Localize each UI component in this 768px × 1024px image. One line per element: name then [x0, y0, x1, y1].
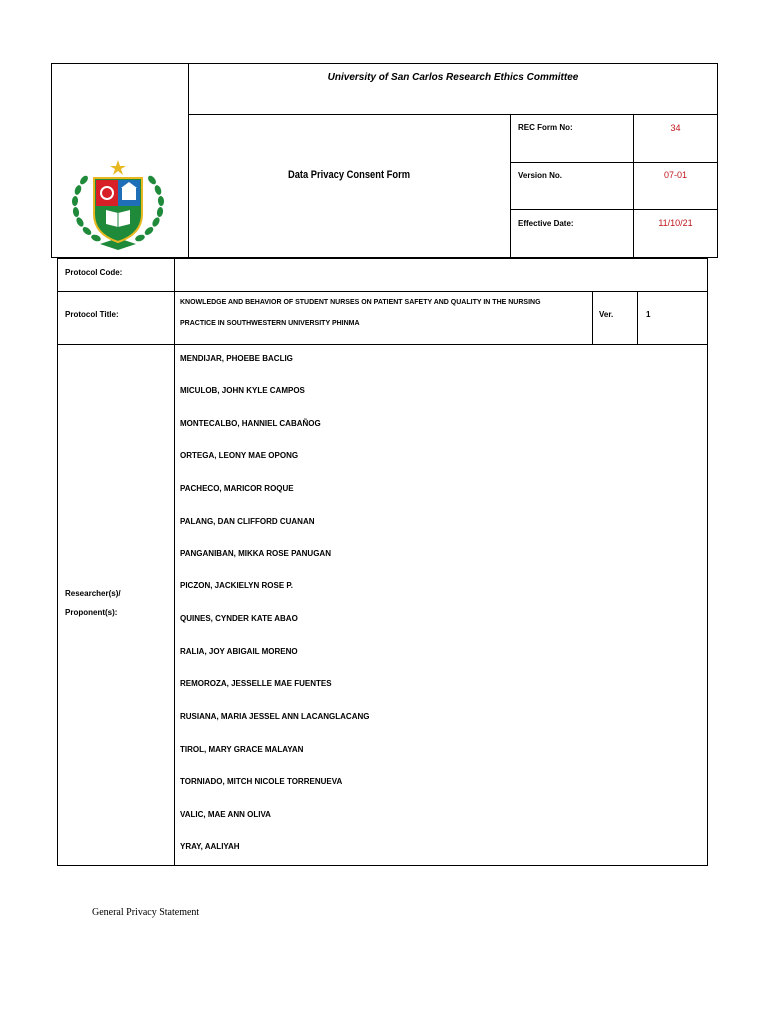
meta-row-divider-1: [510, 162, 718, 163]
researcher-name: TORNIADO, MITCH NICOLE TORRENUEVA: [180, 777, 343, 786]
ver-divider-1: [592, 291, 593, 345]
researcher-name: PACHECO, MARICOR ROQUE: [180, 484, 294, 493]
protocol-title-label: Protocol Title:: [65, 310, 119, 319]
researcher-name: PALANG, DAN CLIFFORD CUANAN: [180, 517, 315, 526]
meta-row-divider-2: [510, 209, 718, 210]
researcher-name: VALIC, MAE ANN OLIVA: [180, 810, 271, 819]
researcher-name: PANGANIBAN, MIKKA ROSE PANUGAN: [180, 549, 331, 558]
rec-form-no-label: REC Form No:: [518, 123, 573, 132]
researcher-name: RUSIANA, MARIA JESSEL ANN LACANGLACANG: [180, 712, 370, 721]
logo-divider: [188, 63, 189, 258]
protocol-title-line-1: KNOWLEDGE AND BEHAVIOR OF STUDENT NURSES ON PATIENT SAFETY AND QUALITY IN THE NURSING: [180, 299, 541, 306]
ver-divider-2: [637, 291, 638, 345]
label-column-divider: [174, 258, 175, 866]
researcher-name: RALIA, JOY ABIGAIL MORENO: [180, 647, 298, 656]
committee-divider: [188, 114, 718, 115]
researchers-label-line-2: Proponent(s):: [65, 608, 118, 617]
researcher-name: REMOROZA, JESSELLE MAE FUENTES: [180, 679, 332, 688]
protocol-title-line-2: PRACTICE IN SOUTHWESTERN UNIVERSITY PHINMA: [180, 320, 360, 327]
researchers-label-line-1: Researcher(s)/: [65, 589, 121, 598]
researcher-name: MICULOB, JOHN KYLE CAMPOS: [180, 386, 305, 395]
researcher-name: MONTECALBO, HANNIEL CABAÑOG: [180, 419, 321, 428]
researcher-name: TIROL, MARY GRACE MALAYAN: [180, 745, 304, 754]
researcher-name: ORTEGA, LEONY MAE OPONG: [180, 451, 299, 460]
version-value: 07-01: [663, 170, 688, 180]
university-seal-icon: [66, 158, 170, 254]
form-title: Data Privacy Consent Form: [287, 169, 411, 181]
rec-form-no-value: 34: [670, 123, 681, 133]
ver-value: 1: [646, 310, 651, 319]
effective-date-value: 11/10/21: [658, 218, 693, 228]
title-divider: [510, 114, 511, 258]
researcher-name: QUINES, CYNDER KATE ABAO: [180, 614, 298, 623]
meta-divider: [633, 114, 634, 258]
protocol-code-label: Protocol Code:: [65, 268, 123, 277]
ver-label: Ver.: [599, 310, 614, 319]
row-divider-2: [57, 344, 708, 345]
protocol-table: [57, 258, 708, 866]
researcher-name: YRAY, AALIYAH: [180, 842, 240, 851]
row-divider-1: [57, 291, 708, 292]
committee-title: University of San Carlos Research Ethics Committee: [327, 72, 579, 83]
general-privacy-statement-heading: General Privacy Statement: [92, 907, 200, 918]
version-label: Version No.: [518, 171, 563, 180]
effective-date-label: Effective Date:: [518, 219, 574, 228]
researcher-name: MENDIJAR, PHOEBE BACLIG: [180, 354, 293, 363]
researcher-name: PICZON, JACKIELYN ROSE P.: [180, 581, 293, 590]
